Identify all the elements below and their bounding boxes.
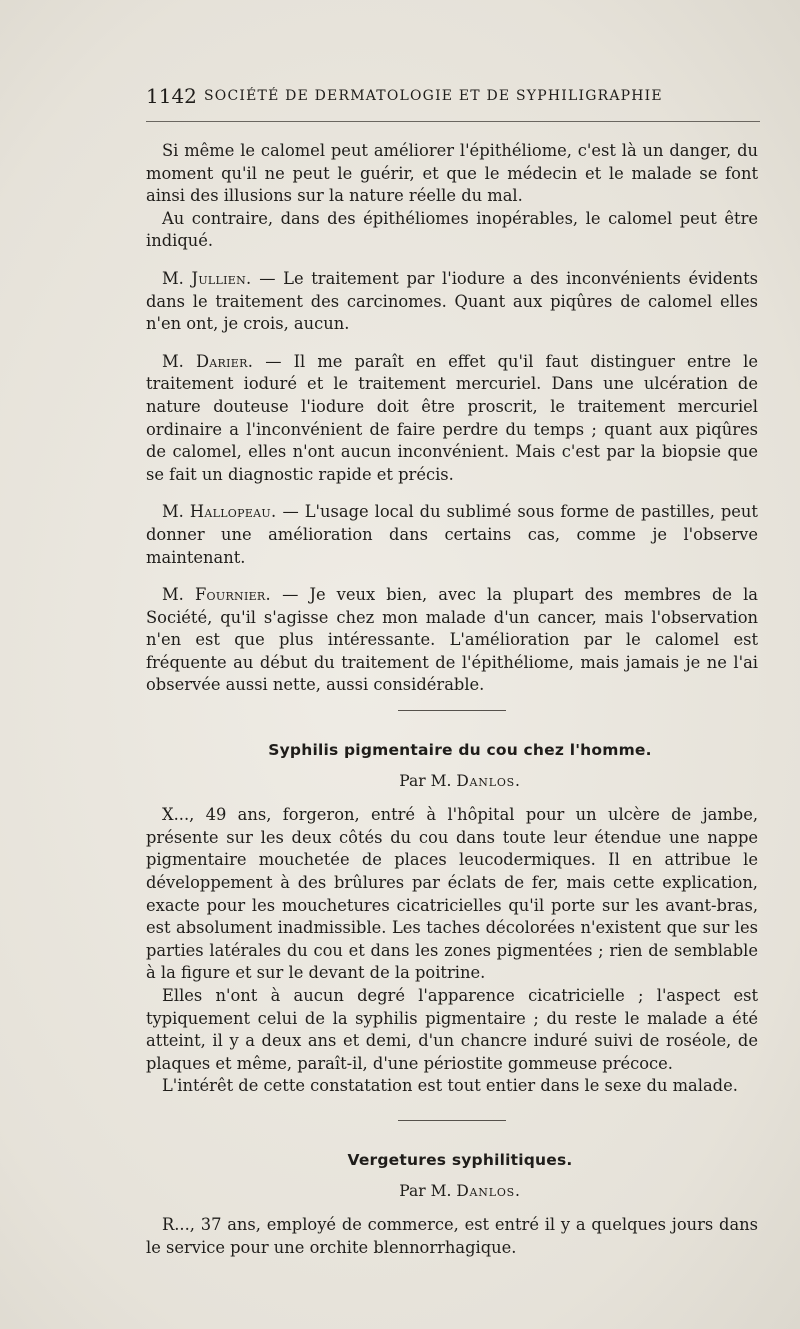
speaker-text: — L'usage local du sublimé sous forme de pastilles, peut donner une amélioration dans certains cas, comme je l'observe maintenant. [146, 502, 758, 567]
paragraph: Si même le calomel peut améliorer l'épithéliome, c'est là un danger, du moment qu'il ne peut le guérir, et que le médecin et le malade se font ainsi des illusions sur la nature réelle du mal. [146, 141, 758, 206]
speaker-text: — Le traitement par l'iodure a des inconvénients évidents dans le traitement des carcinomes. Quant aux piqûres de calomel elles n'en ont, je crois, aucun. [146, 268, 758, 334]
speaker-text: — Je veux bien, avec la plupart des membres de la Société, qu'il s'agisse chez mon malade d'un cancer, mais l'observation n'en est que plus intéressante. L'amélioration par le calomel est fréquente au début du traitement de l'épithéliome, mais jamais je ne l'ai observée aussi nette, aussi considérable. [146, 585, 758, 695]
speaker-text: — Il me paraît en effet qu'il faut distinguer entre le traitement ioduré et le traitement mercuriel. Dans une ulcération de nature douteuse l'iodure doit être proscrit, le traitement mercuriel ordinaire a l'inconvénient de faire perdre du temps ; quant aux piqûres de calomel, elles n'ont aucun inconvénient. Mais c'est par la biopsie que se fait un diagnostic rapide et précis. [146, 351, 758, 484]
speaker-title: M. [162, 351, 184, 371]
page-number: 1142 [146, 84, 197, 108]
speaker-title: M. [162, 502, 184, 522]
speaker-name: Hallopeau. [189, 502, 277, 522]
byline [146, 770, 758, 793]
speaker-paragraph-fournier [146, 584, 758, 697]
page-header [146, 84, 760, 110]
byline-prefix: Par M. [399, 1181, 452, 1200]
speaker-paragraph-jullien [146, 268, 758, 336]
byline-author: Danlos. [456, 771, 521, 790]
paragraph: Elles n'ont à aucun degré l'apparence cicatricielle ; l'aspect est typiquement celui de la syphilis pigmentaire ; du reste le malade a été atteint, il y a deux ans et demi, d'un chancre induré suivi de roséole, de plaques et même, paraît-il, d'une périostite gommeuse précoce. [146, 986, 758, 1073]
header-rule [146, 121, 760, 122]
paragraph: X..., 49 ans, forgeron, entré à l'hôpital pour un ulcère de jambe, présente sur les deux côtés du cou dans toute leur étendue une nappe pigmentaire mouchetée de places leucodermiques. Il en attribue le développement à des brûlures par éclats de fer, mais cette explication, exacte pour les mouchetures cicatricielles qu'il porte sur les avant-bras, est absolument inadmissible. Les taches décolorées n'existent que sur les parties latérales du cou et dans les zones pigmentées ; rien de semblable à la figure et sur le devant de la poitrine. [146, 805, 758, 983]
byline [146, 1180, 758, 1203]
speaker-name: Jullien. [191, 268, 252, 288]
speaker-paragraph-darier [146, 351, 758, 487]
section-title: Syphilis pigmentaire du cou chez l'homme. [268, 741, 652, 760]
speaker-paragraph-hallopeau [146, 501, 758, 569]
speaker-title: M. [162, 585, 184, 605]
paragraph: R..., 37 ans, employé de commerce, est entré il y a quelques jours dans le service pour une orchite blennorrhagique. [146, 1215, 758, 1257]
byline-prefix: Par M. [399, 771, 452, 790]
byline-author: Danlos. [456, 1181, 521, 1200]
running-title: SOCIÉTÉ DE DERMATOLOGIE ET DE SYPHILIGRAPHIE [204, 88, 663, 104]
speaker-name: Fournier. [194, 585, 271, 605]
speaker-title: M. [162, 268, 184, 288]
section-title: Vergetures syphilitiques. [347, 1150, 573, 1169]
speaker-name: Darier. [195, 351, 254, 371]
paragraph: Au contraire, dans des épithéliomes inopérables, le calomel peut être indiqué. [146, 208, 758, 251]
page-body [146, 140, 758, 1259]
paragraph: L'intérêt de cette constatation est tout entier dans le sexe du malade. [162, 1076, 738, 1096]
